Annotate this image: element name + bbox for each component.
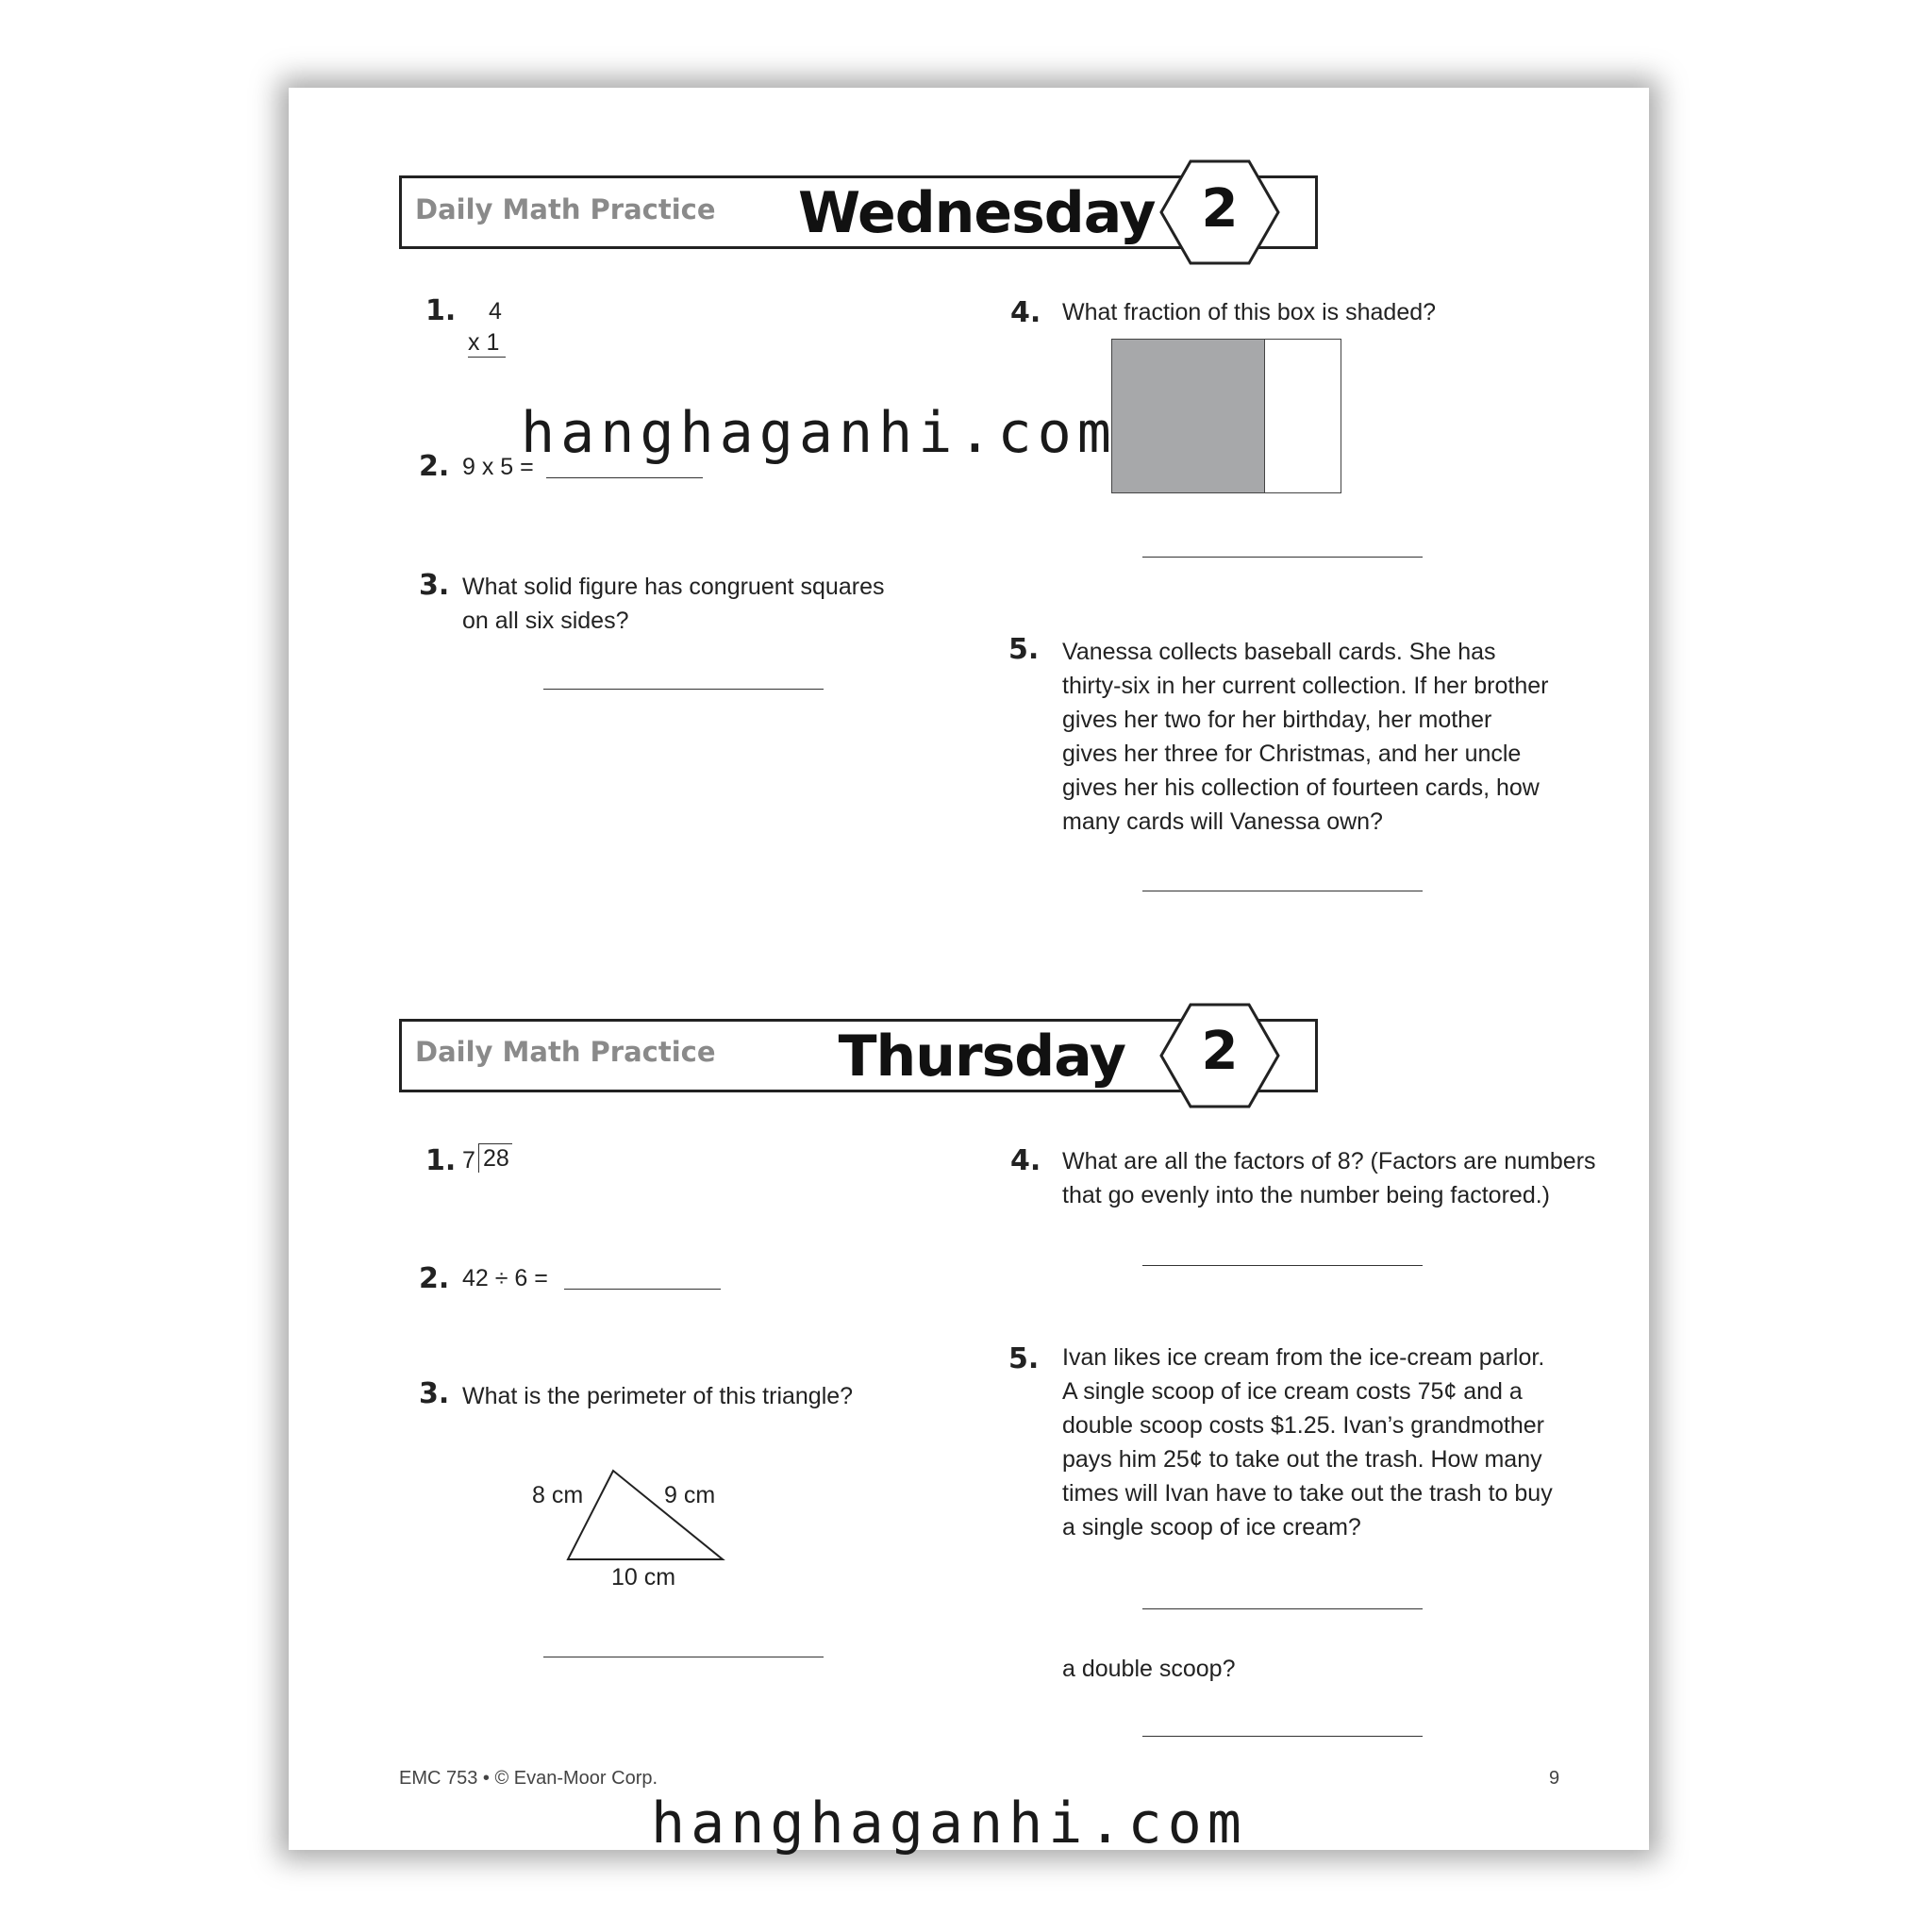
wed-q4-number: 4. [1010,296,1041,329]
thu-q5-number: 5. [1008,1342,1040,1375]
wed-q4-shaded-region [1112,340,1265,492]
wed-q2-equation: 9 x 5 = [462,454,534,480]
thu-q5-line6: a single scoop of ice cream? [1062,1514,1361,1541]
wednesday-header-label: Daily Math Practice [415,193,716,225]
thu-q2-equation: 42 ÷ 6 = [462,1265,548,1291]
thu-q5-followup: a double scoop? [1062,1656,1236,1682]
wednesday-day-title: Wednesday [798,180,1156,246]
thursday-day-title: Thursday [838,1024,1125,1090]
wednesday-week-number: 2 [1201,178,1239,240]
thursday-header-label: Daily Math Practice [415,1036,716,1068]
thu-q5-line4: pays him 25¢ to take out the trash. How many [1062,1446,1542,1473]
wed-q2-answer-line[interactable] [546,477,703,478]
thu-q3-question: What is the perimeter of this triangle? [462,1383,854,1409]
wed-q4-question: What fraction of this box is shaded? [1062,299,1437,325]
thu-q5-line2: A single scoop of ice cream costs 75¢ and a [1062,1378,1523,1405]
thu-q3-right-side-label: 9 cm [664,1482,716,1508]
watermark-top: hanghaganhi.com [521,400,1117,466]
thu-q5-line5: times will Ivan have to take out the trash to buy [1062,1480,1553,1507]
wed-q3-number: 3. [419,569,450,602]
thu-q1-dividend: 28 [478,1143,512,1173]
thursday-week-number: 2 [1201,1021,1239,1082]
thu-q5-answer-line-single[interactable] [1142,1608,1423,1609]
footer-copyright: EMC 753 • © Evan-Moor Corp. [399,1768,658,1789]
footer-page-number: 9 [1549,1768,1560,1789]
thu-q5-line1: Ivan likes ice cream from the ice-cream parlor. [1062,1344,1545,1371]
wed-q3-answer-line[interactable] [543,689,824,690]
thu-q4-number: 4. [1010,1144,1041,1177]
wed-q5-line4: gives her three for Christmas, and her uncle [1062,741,1522,767]
thu-q3-number: 3. [419,1377,450,1410]
thu-q4-line2: that go evenly into the number being factored.) [1062,1182,1550,1208]
wed-q1-bottom-factor: x 1 [468,328,506,358]
thu-q3-left-side-label: 8 cm [532,1482,584,1508]
thu-q2-answer-line[interactable] [564,1289,721,1290]
wed-q2-number: 2. [419,450,450,483]
wed-q1-number: 1. [425,294,457,327]
wed-q5-line3: gives her two for her birthday, her mother [1062,707,1492,733]
wed-q5-line2: thirty-six in her current collection. If her brother [1062,673,1549,699]
worksheet-page [289,88,1649,1850]
wed-q5-line6: many cards will Vanessa own? [1062,808,1383,835]
wed-q5-line5: gives her his collection of fourteen cards, how [1062,774,1540,801]
wed-q5-number: 5. [1008,633,1040,666]
wed-q3-line2: on all six sides? [462,608,629,634]
thu-q4-answer-line[interactable] [1142,1265,1423,1266]
watermark-bottom: hanghaganhi.com [651,1790,1247,1857]
thu-q2-number: 2. [419,1262,450,1295]
thu-q3-base-label: 10 cm [611,1564,676,1591]
wed-q1-top-factor: 4 [489,298,502,325]
wed-q4-fraction-box [1111,339,1341,493]
wed-q3-line1: What solid figure has congruent squares [462,574,885,600]
thu-q5-line3: double scoop costs $1.25. Ivan’s grandmother [1062,1412,1544,1439]
thu-q1-divisor: 7 [462,1147,475,1174]
thu-q1-number: 1. [425,1144,457,1177]
thu-q5-answer-line-double[interactable] [1142,1736,1423,1737]
thu-q4-line1: What are all the factors of 8? (Factors are numbers [1062,1148,1596,1174]
wed-q5-line1: Vanessa collects baseball cards. She has [1062,639,1496,665]
wed-q4-answer-line[interactable] [1142,557,1423,558]
